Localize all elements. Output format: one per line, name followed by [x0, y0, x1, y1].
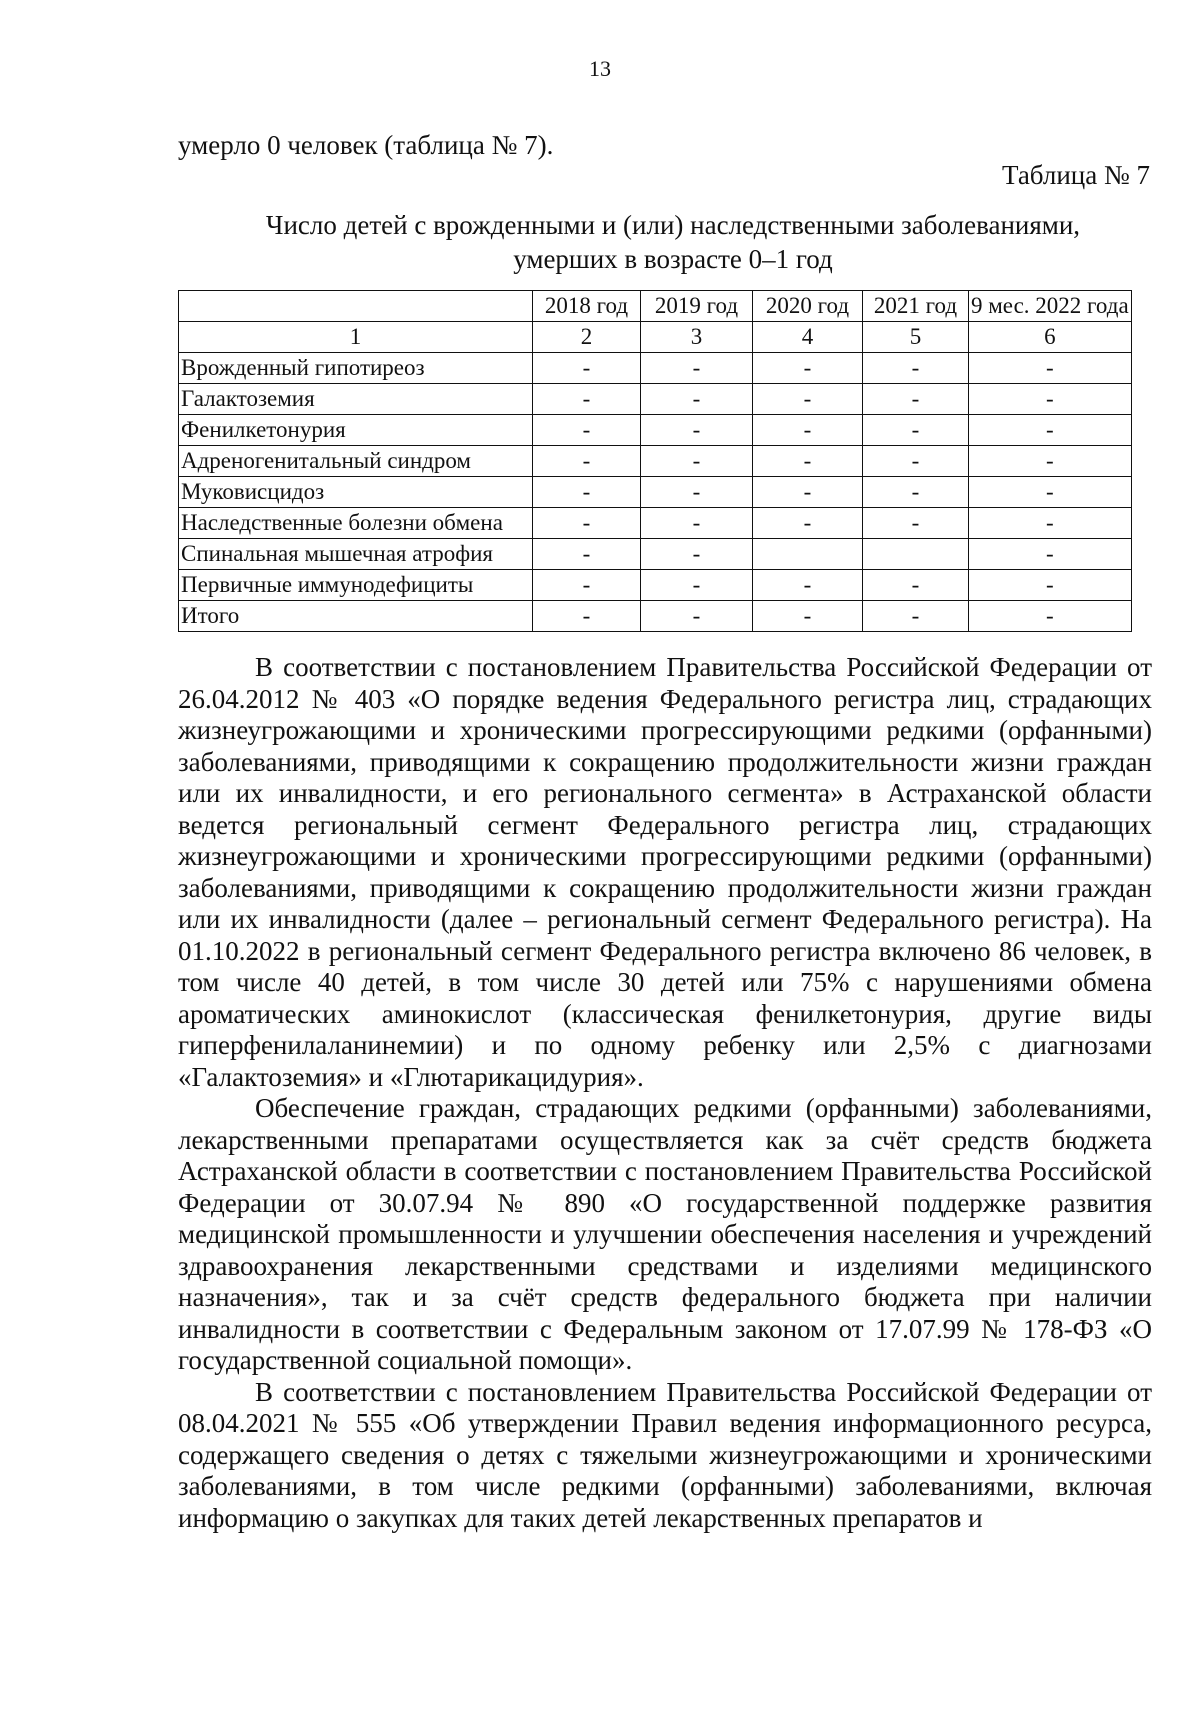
- table-header-row: [179, 291, 1132, 322]
- table-cell: -: [969, 539, 1132, 570]
- column-number-cell: 2: [533, 322, 641, 353]
- table-cell: -: [753, 601, 863, 632]
- page-number: 13: [589, 56, 611, 81]
- table-cell: -: [863, 570, 969, 601]
- table-row: [179, 415, 1132, 446]
- row-name-cell: Галактоземия: [179, 384, 533, 415]
- row-name-cell: Адреногенитальный синдром: [179, 446, 533, 477]
- table-cell: -: [641, 601, 753, 632]
- table-cell: -: [641, 446, 753, 477]
- table-cell: [863, 539, 969, 570]
- table-cell: -: [533, 570, 641, 601]
- body-text: [178, 652, 1152, 1534]
- table-cell: -: [969, 384, 1132, 415]
- table-header-cell: 2021 год: [863, 291, 969, 322]
- table-cell: -: [641, 353, 753, 384]
- table-cell: -: [753, 353, 863, 384]
- paragraph: В соответствии с постановлением Правительства Российской Федерации от 08.04.2021 № 555 «Об утверждении Правил ведения информационного ресурса, содержащего сведения о детях с тяжелыми жизнеугрожающими и хроническими заболеваниями, в том числе редкими (орфанными) заболеваниями, включая информацию о закупках для таких детей лекарственных препаратов и: [178, 1376, 1152, 1533]
- table-cell: -: [863, 415, 969, 446]
- table-cell: -: [533, 384, 641, 415]
- table-label: Таблица № 7: [1002, 160, 1150, 190]
- table-cell: -: [641, 539, 753, 570]
- table-cell: -: [969, 601, 1132, 632]
- table-row-total: [179, 601, 1132, 632]
- table-cell: -: [641, 384, 753, 415]
- row-name-cell: Первичные иммунодефициты: [179, 570, 533, 601]
- row-name-cell: Муковисцидоз: [179, 477, 533, 508]
- table-cell: -: [753, 415, 863, 446]
- table-column-number-row: [179, 322, 1132, 353]
- table-header-cell: 2020 год: [753, 291, 863, 322]
- column-number-cell: 5: [863, 322, 969, 353]
- row-name-cell: Итого: [179, 601, 533, 632]
- data-table: [178, 290, 1132, 632]
- table-cell: -: [863, 384, 969, 415]
- table-cell: -: [641, 570, 753, 601]
- table-cell: -: [641, 477, 753, 508]
- table-cell: -: [863, 508, 969, 539]
- table-row: [179, 384, 1132, 415]
- paragraph: Обеспечение граждан, страдающих редкими (орфанными) заболеваниями, лекарственными препаратами осуществляется как за счёт средств бюджета Астраханской области в соответствии с постановлением Правительства Российской Федерации от 30.07.94 № 890 «О государственной поддержке развития медицинской промышленности и улучшении обеспечения населения и учреждений здравоохранения лекарственными средствами и изделиями медицинского назначения», так и за счёт средств федерального бюджета при наличии инвалидности в соответствии с Федеральным законом от 17.07.99 № 178-ФЗ «О государственной социальной помощи».: [178, 1093, 1152, 1375]
- table-cell: [753, 539, 863, 570]
- table-row: [179, 477, 1132, 508]
- table-cell: -: [863, 477, 969, 508]
- table-cell: -: [863, 446, 969, 477]
- row-name-cell: Спинальная мышечная атрофия: [179, 539, 533, 570]
- table-cell: -: [533, 477, 641, 508]
- table-cell: -: [969, 477, 1132, 508]
- table-header-cell: 2018 год: [533, 291, 641, 322]
- table-cell: -: [969, 570, 1132, 601]
- table-row: [179, 446, 1132, 477]
- table-cell: -: [533, 446, 641, 477]
- table-row: [179, 570, 1132, 601]
- paragraph: В соответствии с постановлением Правительства Российской Федерации от 26.04.2012 № 403 «О порядке ведения Федерального регистра лиц, страдающих жизнеугрожающими и хроническими прогрессирующими редкими (орфанными) заболеваниями, приводящими к сокращению продолжительности жизни граждан или их инвалидности, и его регионального сегмента» в Астраханской области ведется региональный сегмент Федерального регистра лиц, страдающих жизнеугрожающими и хроническими прогрессирующими редкими (орфанными) заболеваниями, приводящими к сокращению продолжительности жизни граждан или их инвалидности (далее – региональный сегмент Федерального регистра). На 01.10.2022 в региональный сегмент Федерального регистра включено 86 человек, в том числе 40 детей, в том числе 30 детей или 75% с нарушениями обмена ароматических аминокислот (классическая фенилкетонурия, другие виды гиперфенилаланинемии) и по одному ребенку или 2,5% с диагнозами «Галактоземия» и «Глютарикацидурия».: [178, 652, 1152, 1092]
- row-name-cell: Наследственные болезни обмена: [179, 508, 533, 539]
- table-cell: -: [641, 508, 753, 539]
- row-name-cell: Врожденный гипотиреоз: [179, 353, 533, 384]
- table-cell: -: [533, 508, 641, 539]
- table-header-cell: 9 мес. 2022 года: [969, 291, 1132, 322]
- column-number-cell: 3: [641, 322, 753, 353]
- table-row: [179, 353, 1132, 384]
- caption-line: умерших в возрасте 0–1 год: [513, 244, 833, 274]
- table-header-cell: 2019 год: [641, 291, 753, 322]
- table-cell: -: [533, 601, 641, 632]
- table-cell: -: [969, 353, 1132, 384]
- table-cell: -: [533, 415, 641, 446]
- caption-line: Число детей с врожденными и (или) наследственными заболеваниями,: [265, 210, 1081, 240]
- table-cell: -: [533, 353, 641, 384]
- table-caption: [178, 208, 1168, 276]
- lead-text: умерло 0 человек (таблица № 7).: [178, 130, 554, 160]
- column-number-cell: 1: [179, 322, 533, 353]
- table-cell: -: [863, 601, 969, 632]
- table-cell: -: [753, 446, 863, 477]
- table-cell: -: [969, 446, 1132, 477]
- table-cell: -: [969, 415, 1132, 446]
- column-number-cell: 4: [753, 322, 863, 353]
- table-cell: -: [969, 508, 1132, 539]
- table-row: [179, 539, 1132, 570]
- table-row: [179, 508, 1132, 539]
- table-cell: -: [753, 570, 863, 601]
- table-header-cell: [179, 291, 533, 322]
- table-cell: -: [753, 384, 863, 415]
- table-cell: -: [641, 415, 753, 446]
- column-number-cell: 6: [969, 322, 1132, 353]
- table-cell: -: [863, 353, 969, 384]
- table-cell: -: [753, 508, 863, 539]
- table-cell: -: [753, 477, 863, 508]
- row-name-cell: Фенилкетонурия: [179, 415, 533, 446]
- table-cell: -: [533, 539, 641, 570]
